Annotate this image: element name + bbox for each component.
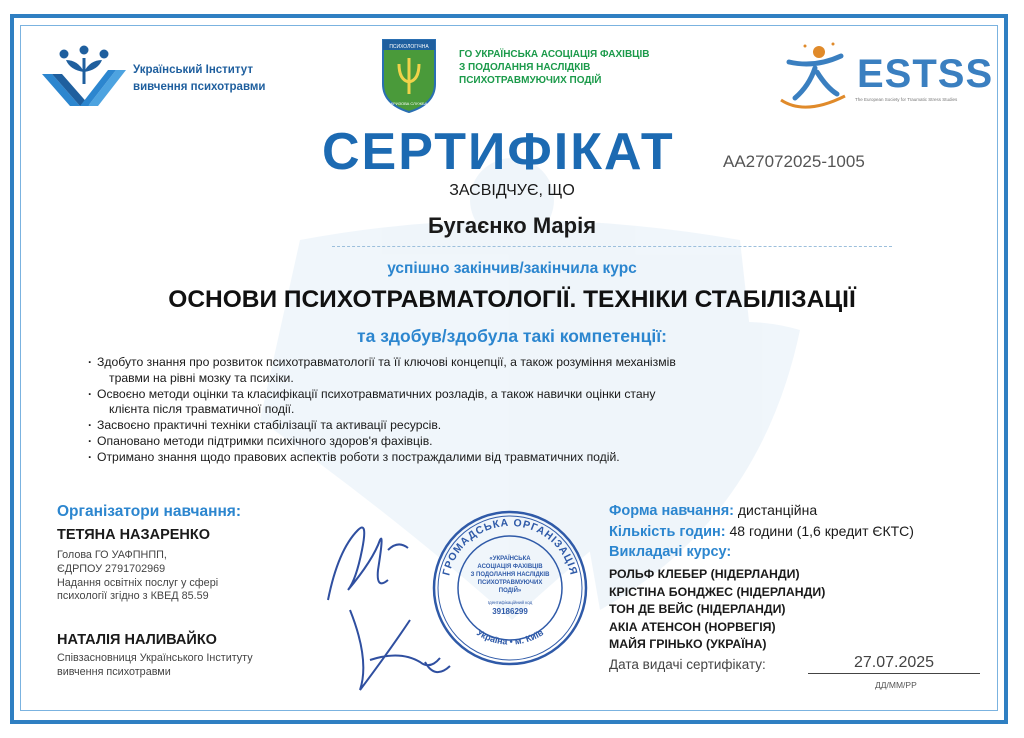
teachers-label: Викладачі курсу: (609, 544, 732, 560)
competency-item (88, 387, 908, 419)
competency-text-cont: клієнта після травматичної події. (109, 402, 295, 417)
competency-text: Опановано методи підтримки психічного здоров'я фахівців. (97, 433, 433, 448)
stamp-inner-line: З ПОДОЛАННЯ НАСЛІДКІВ (470, 572, 550, 578)
stamp-inner-line: «УКРАЇНСЬКА (489, 556, 531, 562)
form-value: дистанційна (737, 502, 818, 518)
teacher-item: ТОН ДЕ ВЕЙС (НІДЕРЛАНДИ) (609, 602, 786, 616)
association-name (459, 48, 649, 87)
competency-item (88, 450, 908, 466)
teacher-item: МАЙЯ ГРІНЬКО (УКРАЇНА) (609, 637, 767, 651)
hours-value: 48 години (1,6 кредит ЄКТС) (729, 523, 914, 539)
association-name-line: ГО УКРАЇНСЬКА АСОЦІАЦІЯ ФАХІВЦІВ (459, 49, 650, 60)
stamp-code: 39186299 (492, 607, 528, 616)
organizer-desc-line: психології згідно з КВЕД 85.59 (57, 590, 209, 603)
shield-bottom-text: КРИЗОВА СЛУЖБА (390, 101, 428, 106)
organization-stamp (430, 508, 590, 668)
association-name-line: З ПОДОЛАННЯ НАСЛІДКІВ (459, 62, 591, 73)
teacher-item: РОЛЬФ КЛЕБЕР (НІДЕРЛАНДИ) (609, 567, 800, 581)
stamp-inner-line: ПОДІЙ» (498, 588, 522, 594)
institute-name-line: вивчення психотравми (133, 81, 266, 93)
estss-subtitle: The European Society for Traumatic Stress Studies (855, 97, 958, 102)
teacher-item: АКІА АТЕНСОН (НОРВЕГІЯ) (609, 619, 776, 634)
institute-name-line: Український Інститут (133, 64, 253, 76)
date-format-hint: ДД/ММ/РР (875, 680, 917, 690)
stamp-bottom-text: Україна • м. Київ (474, 627, 546, 647)
organizers-heading: Організатори навчання: (57, 503, 242, 520)
competencies-list (88, 355, 908, 466)
crisis-service-shield-icon (381, 38, 437, 114)
association-name-line: ПСИХОТРАВМУЮЧИХ ПОДІЙ (459, 75, 602, 86)
issue-date: 27.07.2025 (808, 654, 980, 674)
institute-logo-icon (40, 44, 128, 116)
stamp-inner-line: ПСИХОТРАВМУЮЧИХ (477, 580, 543, 586)
svg-text:Україна • м. Київ (475, 627, 546, 647)
divider (332, 246, 892, 247)
shield-top-text: ПСИХОЛОГІЧНА (389, 44, 429, 50)
organizer-name: НАТАЛІЯ НАЛИВАЙКО (57, 632, 217, 648)
issue-date-label: Дата видачі сертифікату: (609, 657, 766, 672)
organizer-desc-line: ЄДРПОУ 2791702969 (57, 562, 166, 575)
stamp-inner-line: АСОЦІАЦІЯ ФАХІВЦІВ (477, 564, 543, 570)
recipient-name: Бугаєнко Марія (427, 213, 597, 238)
competencies-heading: та здобув/здобула такі компетенції: (357, 326, 667, 346)
competency-text: Засвоєно практичні техніки стабілізації та активації ресурсів. (97, 418, 442, 433)
hours-row (609, 523, 914, 540)
stamp-code-label: Ідентифікаційний код (487, 600, 533, 605)
form-label: Форма навчання: (609, 503, 734, 519)
institute-name (133, 62, 265, 96)
competency-item (88, 355, 908, 387)
certificate-number: AA27072025-1005 (723, 152, 865, 171)
estss-figure-icon (775, 38, 855, 112)
competency-item (88, 418, 908, 434)
organizer-description (57, 549, 218, 604)
completed-text: успішно закінчив/закінчила курс (387, 260, 637, 277)
certificate-title: СЕРТИФІКАТ (322, 123, 675, 181)
organizer-desc-line: Співзасновниця Українського Інституту (57, 652, 253, 664)
organizer-desc-line: Надання освітніх послуг у сфері (57, 576, 219, 589)
competency-text-cont: травми на рівні мозку та психіки. (109, 370, 294, 385)
competency-item (88, 434, 908, 450)
competency-text: Отримано знання щодо правових аспектів роботи з постраждалими від травматичних подій. (97, 449, 620, 464)
form-row (609, 502, 817, 519)
stamp-outer-text: ГРОМАДСЬКА ОРГАНІЗАЦІЯ (440, 516, 580, 577)
competency-text: Здобуто знання про розвиток психотравматології та її ключові концепції, а також розуміння механізмів (97, 355, 676, 369)
course-title: ОСНОВИ ПСИХОТРАВМАТОЛОГІЇ. ТЕХНІКИ СТАБІЛІЗАЦІЇ (168, 286, 856, 313)
teachers-list (609, 566, 825, 654)
estss-wordmark: ESTSS (857, 52, 994, 96)
teacher-item: КРІСТІНА БОНДЖЕС (НІДЕРЛАНДИ) (609, 584, 826, 599)
organizer-name: ТЕТЯНА НАЗАРЕНКО (57, 527, 211, 543)
organizer-desc-line: Голова ГО УАФПНПП, (57, 549, 167, 561)
hours-label: Кількість годин: (609, 524, 726, 540)
organizer-description (57, 652, 253, 680)
certifies-text: ЗАСВІДЧУЄ, ЩО (449, 182, 575, 199)
organizer-desc-line: вивчення психотравми (57, 665, 171, 678)
competency-text: Освоєно методи оцінки та класифікації психотравматичних розладів, а також навички оцінки стану (97, 386, 656, 401)
teachers-heading-row (609, 543, 731, 560)
